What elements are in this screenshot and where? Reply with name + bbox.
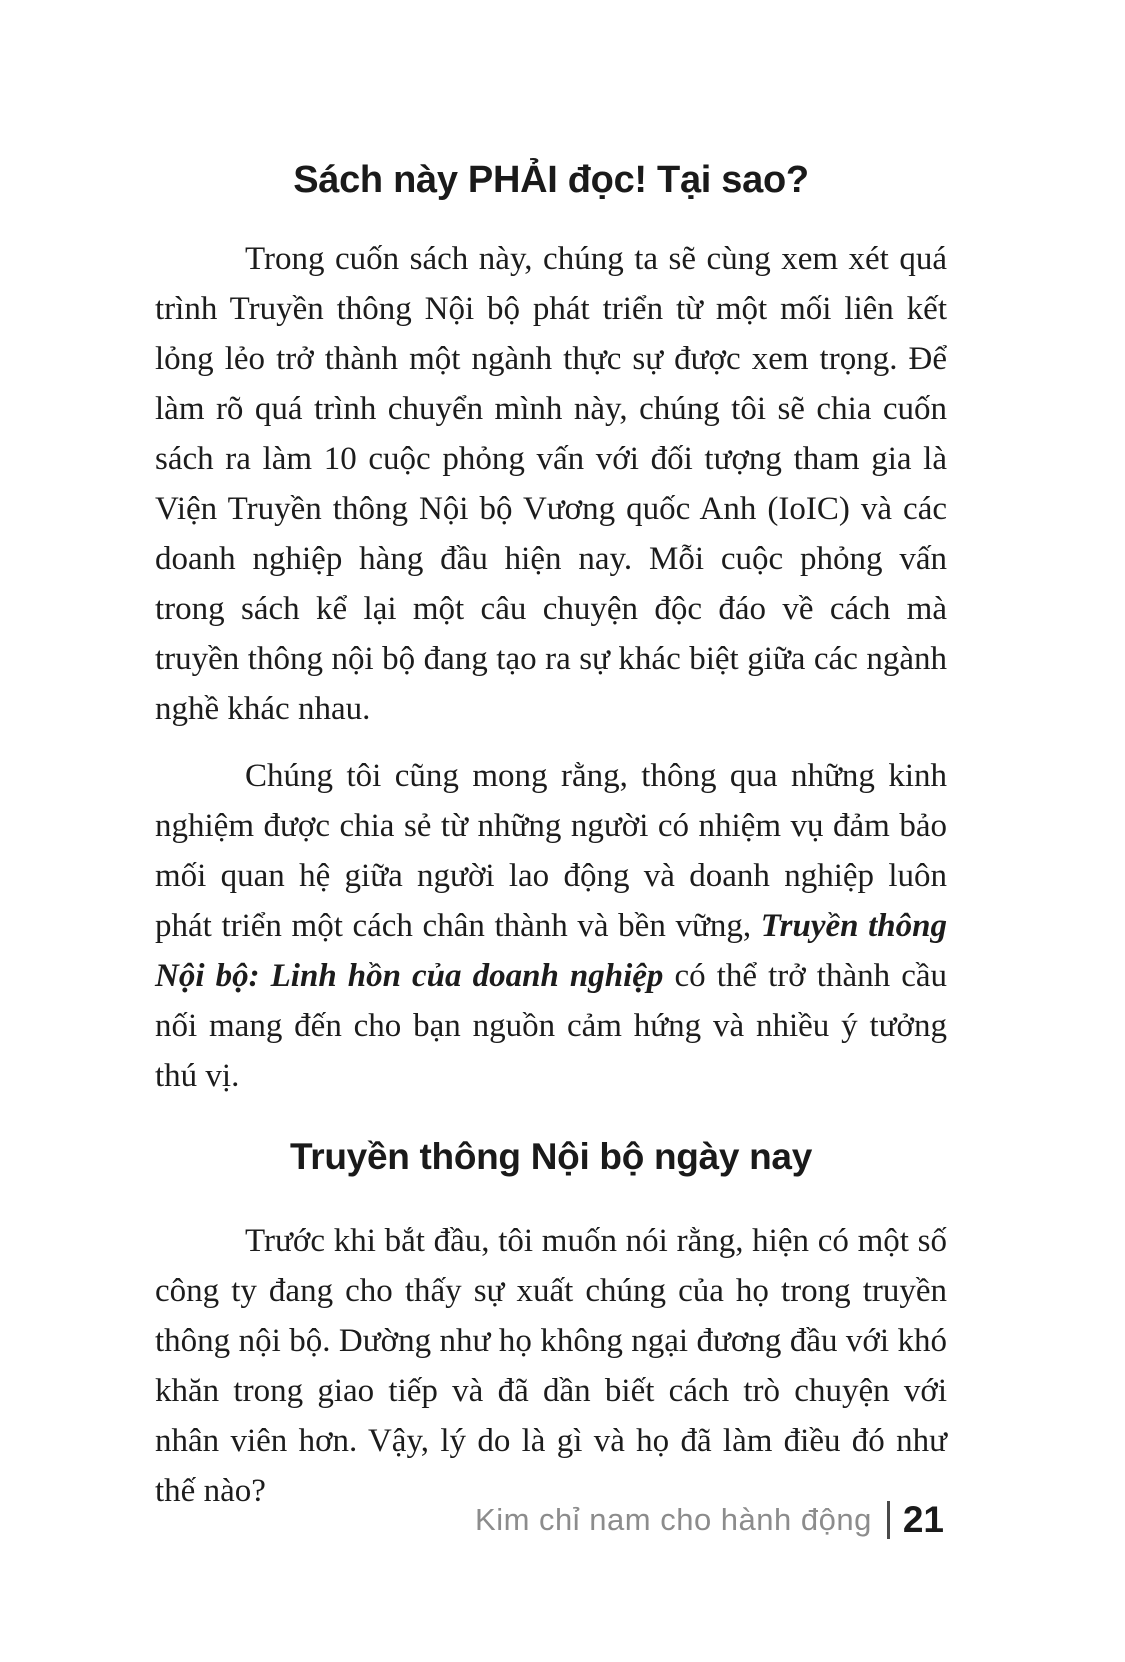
footer-separator-bar bbox=[887, 1501, 890, 1539]
paragraph-book-hope bbox=[155, 751, 947, 1101]
paragraph-text-after-title: có thể trở thành cầu nối mang đến cho bạn nguồn cảm hứng và nhiều ý tưởng thú vị. bbox=[155, 958, 947, 1094]
book-title-emphasis: Truyền thông Nội bộ: Linh hồn của doanh nghiệp bbox=[155, 908, 947, 994]
paragraph-text-before-title: Chúng tôi cũng mong rằng, thông qua những kinh nghiệm được chia sẻ từ những người có nhiệm vụ đảm bảo mối quan hệ giữa người lao động và doanh nghiệp luôn phát triển một cách chân thành và bền vững, bbox=[155, 758, 947, 944]
page-footer bbox=[475, 1498, 944, 1542]
paragraph-book-overview: Trong cuốn sách này, chúng ta sẽ cùng xem xét quá trình Truyền thông Nội bộ phát triển từ một mối liên kết lỏng lẻo trở thành một ngành thực sự được xem trọng. Để làm rõ quá trình chuyển mình này, chúng tôi sẽ chia cuốn sách ra làm 10 cuộc phỏng vấn với đối tượng tham gia là Viện Truyền thông Nội bộ Vương quốc Anh (IoIC) và các doanh nghiệp hàng đầu hiện nay. Mỗi cuộc phỏng vấn trong sách kể lại một câu chuyện độc đáo về cách mà truyền thông nội bộ đang tạo ra sự khác biệt giữa các ngành nghề khác nhau. bbox=[155, 241, 947, 727]
running-title: Kim chỉ nam cho hành động bbox=[475, 1502, 872, 1537]
paragraph-companies-excel: Trước khi bắt đầu, tôi muốn nói rằng, hiện có một số công ty đang cho thấy sự xuất chúng của họ trong truyền thông nội bộ. Dường như họ không ngại đương đầu với khó khăn trong giao tiếp và đã dần biết cách trò chuyện với nhân viên hơn. Vậy, lý do là gì và họ đã làm điều đó như thế nào? bbox=[155, 1223, 947, 1509]
section-heading-internal-comms-today: Truyền thông Nội bộ ngày nay bbox=[290, 1136, 812, 1177]
page-number: 21 bbox=[902, 1499, 944, 1540]
section-heading-why-read: Sách này PHẢI đọc! Tại sao? bbox=[293, 159, 809, 201]
